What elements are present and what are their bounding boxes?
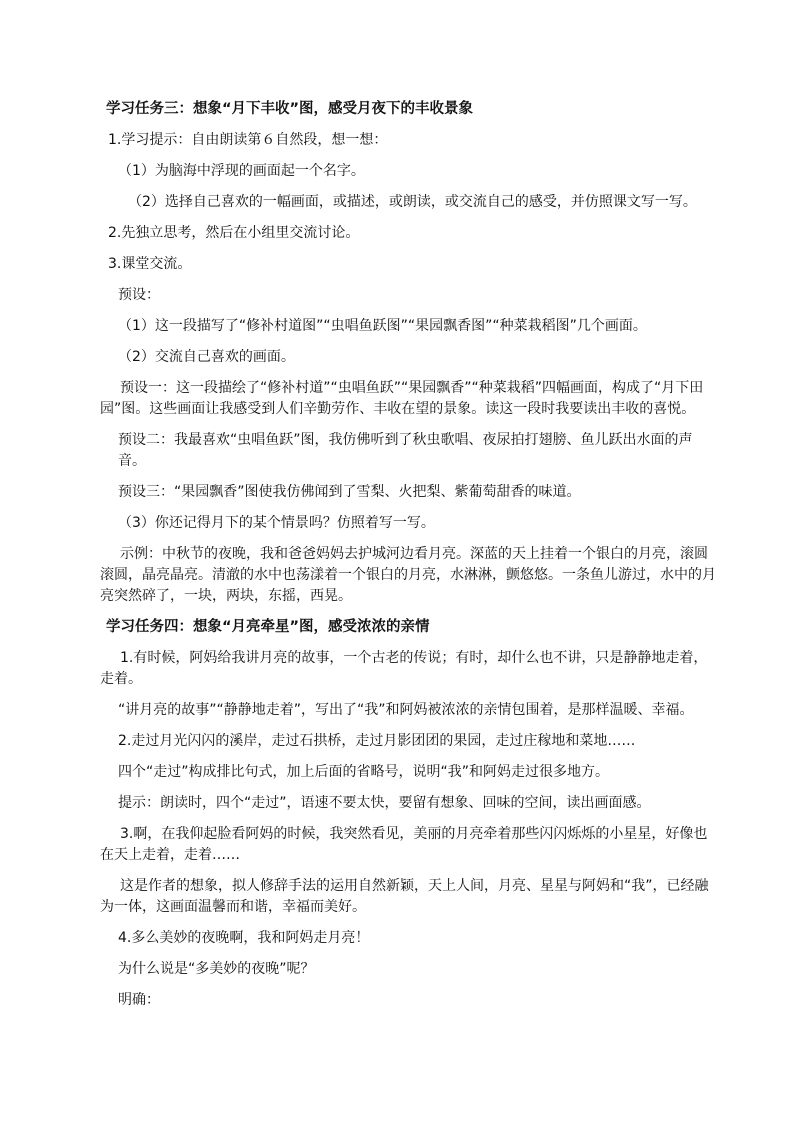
section3-item-8: （2）交流自己喜欢的画面。	[118, 349, 295, 365]
section4-item-8: 4.多么美妙的夜晚啊，我和阿妈走月亮！	[118, 930, 370, 946]
section3-item-4: 2.先独立思考，然后在小组里交流讨论。	[108, 225, 360, 241]
section4-item-5: 提示：朗读时，四个“走过”，语速不要太快，要留有想象、回味的空间，读出画面感。	[118, 795, 651, 811]
section4-item-7: 这是作者的想象，拟人修辞手法的运用自然新颖，天上人间，月亮、星星与阿妈和“我”，已经融为一体，这画面温馨而和谐，幸福而美好。	[100, 878, 709, 915]
section4-title: 学习任务四：想象“月亮牵星”图，感受浓浓的亲情	[106, 619, 430, 635]
section3-item-12: （3）你还记得月下的某个情景吗？仿照着写一写。	[118, 515, 435, 531]
section4-item-9: 为什么说是“多美妙的夜晚”呢？	[118, 961, 315, 977]
section3-item-11: 预设三：“果园飘香”图使我仿佛闻到了雪梨、火把梨、紫葡萄甜香的味道。	[118, 484, 581, 500]
section3-item-5: 3.课堂交流。	[108, 256, 192, 272]
section3-item-6: 预设：	[118, 287, 160, 303]
section4-item-4: 四个“走过”构成排比句式，加上后面的省略号，说明“我”和阿妈走过很多地方。	[118, 764, 610, 780]
section3-item-1: 1.学习提示：自由朗读第６自然段，想一想：	[108, 132, 388, 148]
section3-item-3: （2）选择自己喜欢的一幅画面，或描述，或朗读，或交流自己的感受，并仿照课文写一写。	[128, 194, 697, 210]
section3-item-7: （1）这一段描写了“修补村道图”“虫唱鱼跃图”“果园飘香图”“种菜栽稻图”几个画面。	[118, 318, 647, 334]
section4-item-3: 2.走过月光闪闪的溪岸，走过石拱桥，走过月影团团的果园，走过庄稼地和菜地……	[118, 733, 636, 749]
section3-item-9: 预设一：这一段描绘了“修补村道”“虫唱鱼跃”“果园飘香”“种菜栽稻”四幅画面，构成了“月下田园”图。这些画面让我感受到人们辛勤劳作、丰收在望的景象。读这一段时我要读出丰收的喜悦。	[100, 380, 704, 417]
section3-item-13: 示例：中秋节的夜晚，我和爸爸妈妈去护城河边看月亮。深蓝的天上挂着一个银白的月亮，滚圆滚圆，晶亮晶亮。清澈的水中也荡漾着一个银白的月亮，水淋淋，颤悠悠。一条鱼儿游过，水中的月亮突然碎了，一块，两块，东摇，西晃。	[100, 546, 716, 604]
section4-item-6: 3.啊，在我仰起脸看阿妈的时候，我突然看见，美丽的月亮牵着那些闪闪烁烁的小星星，好像也在天上走着，走着……	[100, 826, 708, 863]
section4-item-10: 明确：	[118, 992, 160, 1008]
section3-item-10: 预设二：我最喜欢“虫唱鱼跃”图，我仿佛听到了秋虫歌唱、夜尿拍打翅膀、鱼儿跃出水面的声音。	[118, 432, 693, 469]
section4-item-2: “讲月亮的故事”“静静地走着”，写出了“我”和阿妈被浓浓的亲情包围着，是那样温暖、幸福。	[118, 702, 694, 718]
section3-title: 学习任务三：想象“月下丰收”图，感受月夜下的丰收景象	[106, 101, 474, 117]
section3-item-2: （1）为脑海中浮现的画面起一个名字。	[118, 163, 365, 179]
document-content	[100, 99, 720, 1021]
section4-item-1: 1.有时候，阿妈给我讲月亮的故事，一个古老的传说；有时，却什么也不讲，只是静静地走着，走着。	[100, 650, 708, 687]
